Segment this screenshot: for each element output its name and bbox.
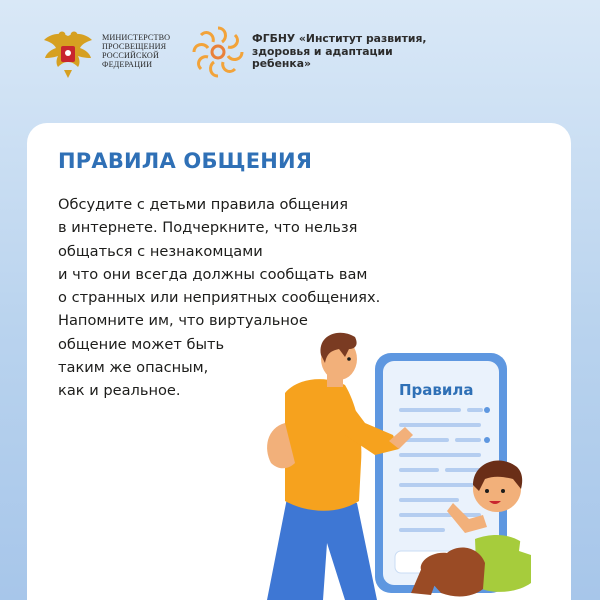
institute-line: ребенка» [252, 57, 311, 70]
illustration [27, 123, 571, 600]
institute-line: здоровья и адаптации [252, 44, 393, 58]
ministry-line: ФЕДЕРАЦИИ [102, 60, 153, 69]
text-line: общение может быть [58, 335, 225, 353]
russian-emblem-icon [40, 26, 96, 82]
header [40, 24, 560, 84]
institute-name [252, 33, 462, 71]
ministry-line: ПРОСВЕЩЕНИЯ [102, 42, 167, 51]
text-line: о странных или неприятных сообщениях. [58, 289, 381, 307]
text-line: общаться с незнакомцами [58, 242, 263, 260]
text-line: в интернете. Подчеркните, что нельзя [58, 219, 358, 237]
card-title: ПРАВИЛА ОБЩЕНИЯ [58, 149, 313, 173]
ministry-line: МИНИСТЕРСТВО [102, 33, 171, 42]
text-line: Напомните им, что виртуальное [58, 312, 308, 330]
text-line: таким же опасным, [58, 359, 209, 377]
ministry-line: РОССИЙСКОЙ [102, 51, 159, 60]
institute-line: ФГБНУ «Институт развития, [252, 32, 427, 45]
phone-title: Правила [399, 381, 474, 399]
text-line: Обсудите с детьми правила общения [58, 196, 349, 213]
institute-logo-icon [190, 24, 246, 80]
text-line: и что они всегда должны сообщать вам [58, 265, 368, 283]
text-line: как и реальное. [58, 382, 181, 400]
content-card [27, 123, 571, 600]
